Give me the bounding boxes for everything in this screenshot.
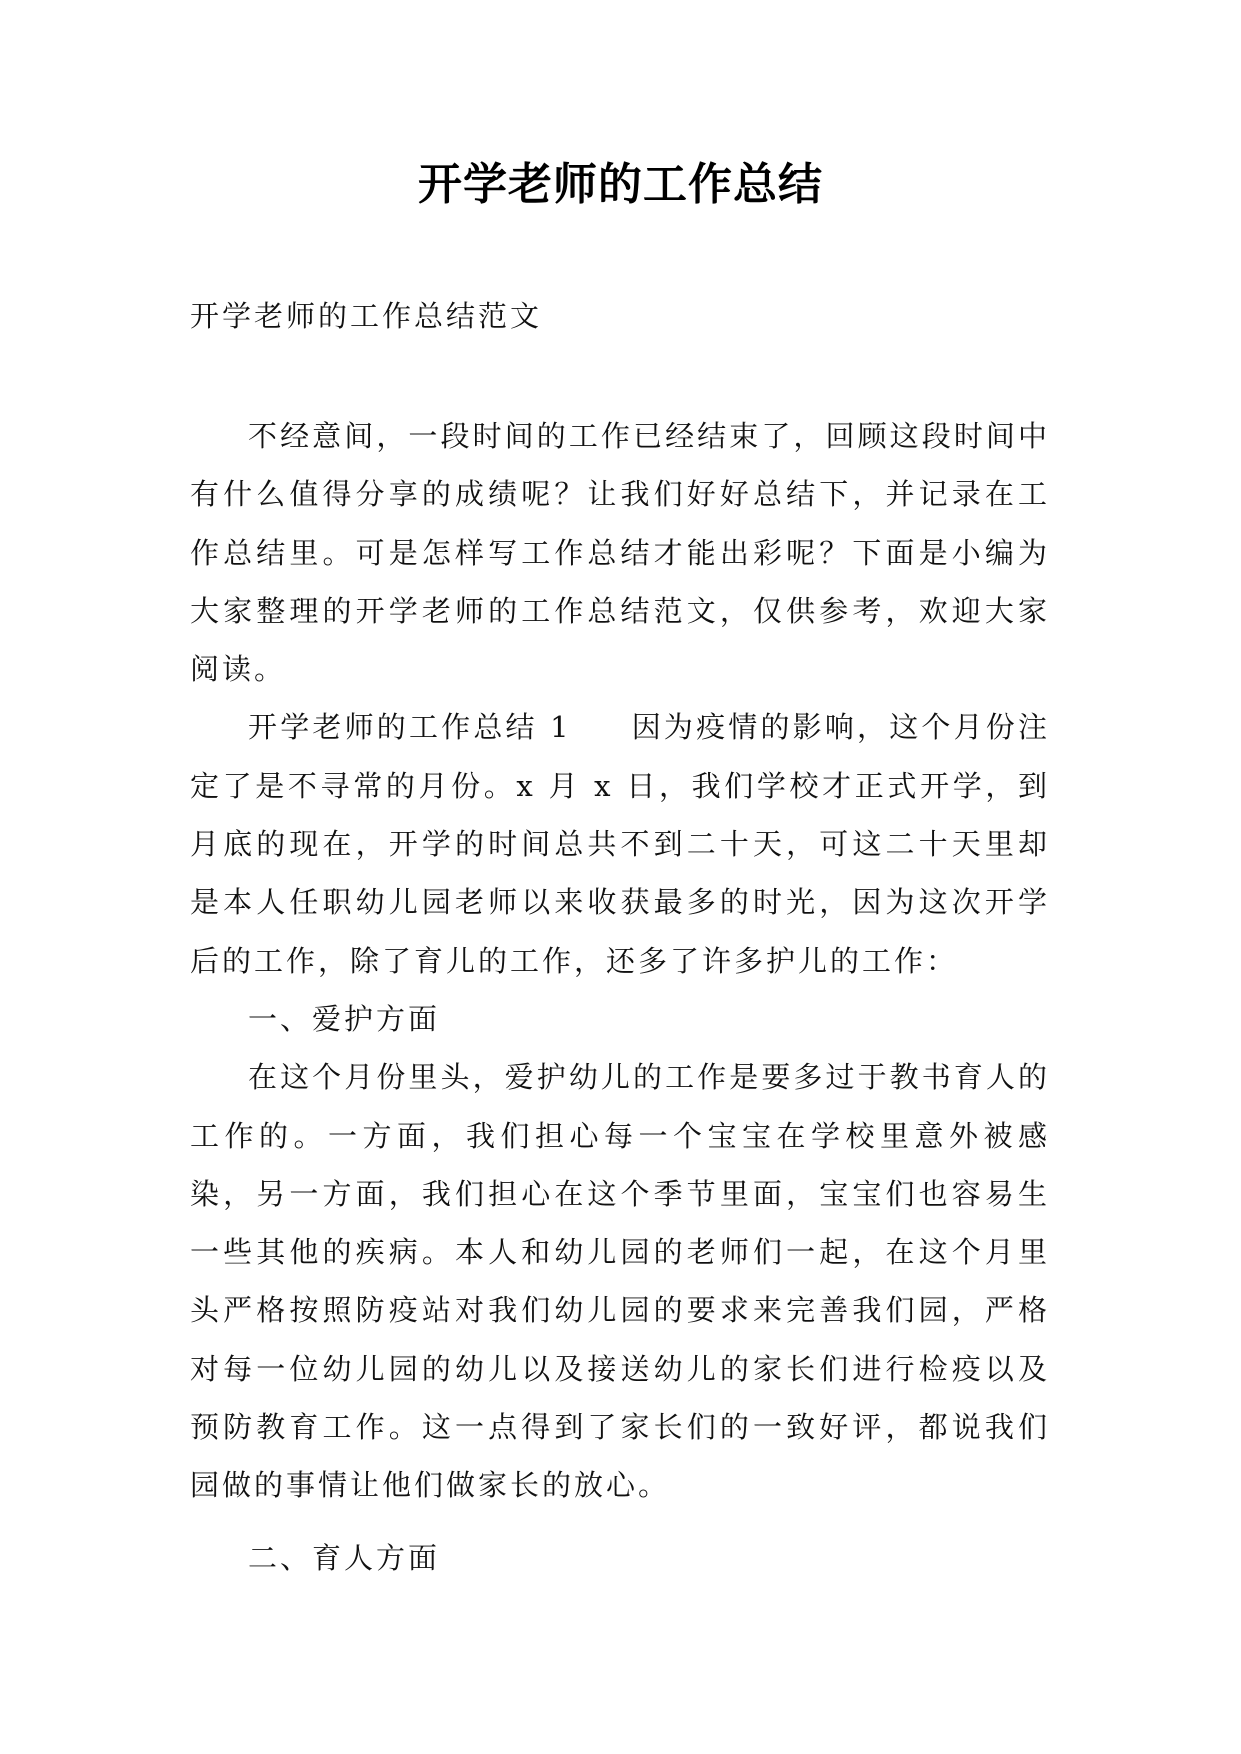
intro-paragraph: 不经意间，一段时间的工作已经结束了，回顾这段时间中有什么值得分享的成绩呢？让我们好好总结下，并记录在工作总结里。可是怎样写工作总结才能出彩呢？下面是小编为大家整理的开学老师的工作总结范文，仅供参考，欢迎大家阅读。 [190, 419, 1050, 687]
section-1-paragraph [190, 698, 1050, 989]
section-1-label: 开学老师的工作总结 1 [248, 710, 572, 745]
heading-education: 二、育人方面 [248, 1540, 441, 1575]
care-paragraph: 在这个月份里头，爱护幼儿的工作是要多过于教书育人的工作的。一方面，我们担心每一个宝宝在学校里意外被感染，另一方面，我们担心在这个季节里面，宝宝们也容易生一些其他的疾病。本人和幼儿园的老师们一起，在这个月里头严格按照防疫站对我们幼儿园的要求来完善我们园，严格对每一位幼儿园的幼儿以及接送幼儿的家长们进行检疫以及预防教育工作。这一点得到了家长们的一致好评，都说我们园做的事情让他们做家长的放心。 [190, 1060, 1050, 1503]
document-subtitle: 开学老师的工作总结范文 [190, 299, 543, 333]
document-title: 开学老师的工作总结 [418, 159, 823, 210]
heading-care: 一、爱护方面 [248, 1001, 441, 1036]
section-1-text: 因为疫情的影响，这个月份注定了是不寻常的月份。x 月 x 日，我们学校才正式开学，到月底的现在，开学的时间总共不到二十天，可这二十天里却是本人任职幼儿园老师以来收获最多的时光，因为这次开学后的工作，除了育儿的工作，还多了许多护儿的工作： [190, 710, 1050, 978]
document-body [190, 407, 1050, 1587]
